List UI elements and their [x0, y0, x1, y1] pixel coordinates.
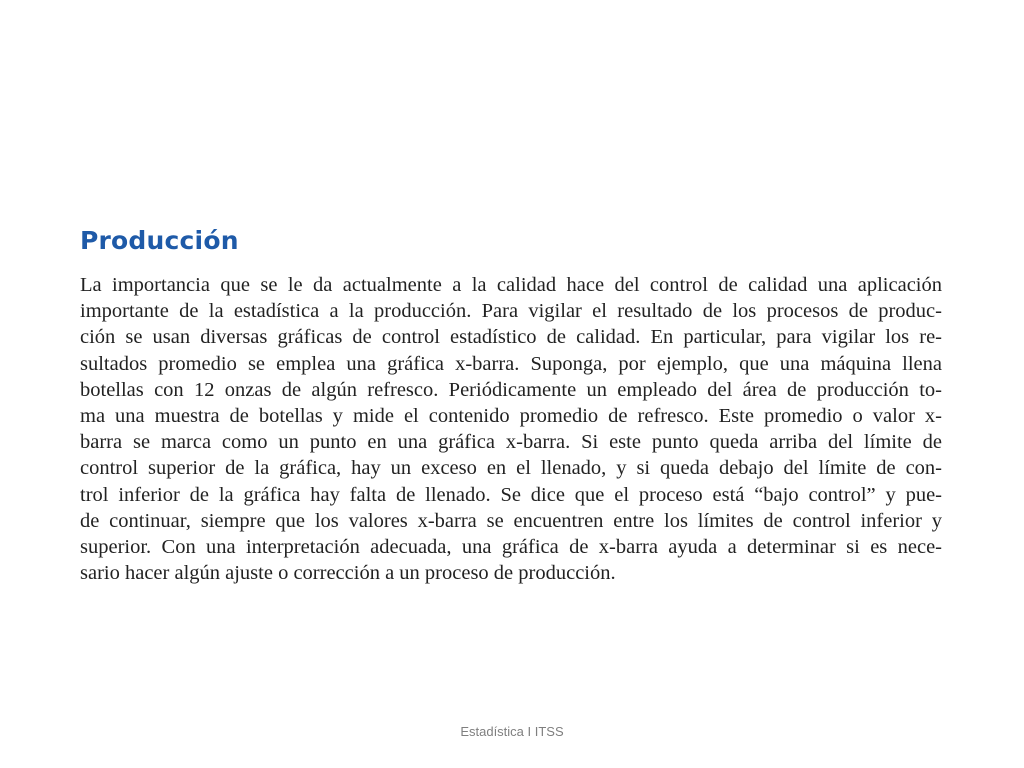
paragraph-line: control superior de la gráfica, hay un exceso en el llenado, y si queda debajo del límite de con-	[80, 457, 942, 480]
body-paragraph	[80, 272, 942, 608]
paragraph-line: La importancia que se le da actualmente a la calidad hace del control de calidad una aplicación	[80, 274, 942, 296]
paragraph-line: de continuar, siempre que los valores x-barra se encuentren entre los límites de control inferior y	[80, 509, 942, 532]
paragraph-line: ma una muestra de botellas y mide el contenido promedio de refresco. Este promedio o valor x-	[80, 405, 942, 428]
paragraph-line: superior. Con una interpretación adecuada, una gráfica de x-barra ayuda a determinar si es nece-	[80, 536, 942, 559]
paragraph-line: importante de la estadística a la producción. Para vigilar el resultado de los procesos de produc-	[80, 300, 942, 323]
paragraph-line: trol inferior de la gráfica hay falta de llenado. Se dice que el proceso está “bajo control” y pue-	[80, 483, 942, 506]
paragraph-line: sario hacer algún ajuste o corrección a un proceso de producción.	[80, 562, 616, 585]
paragraph-line: ción se usan diversas gráficas de control estadístico de calidad. En particular, para vigilar los re-	[80, 326, 942, 349]
paragraph-line: sultados promedio se emplea una gráfica x-barra. Suponga, por ejemplo, que una máquina llena	[80, 352, 942, 375]
section-heading: Producción	[80, 226, 239, 255]
slide-footer: Estadística I ITSS	[460, 724, 564, 739]
paragraph-line: barra se marca como un punto en una gráfica x-barra. Si este punto queda arriba del límite de	[80, 431, 942, 454]
paragraph-line: botellas con 12 onzas de algún refresco. Periódicamente un empleado del área de producción to-	[80, 378, 942, 401]
